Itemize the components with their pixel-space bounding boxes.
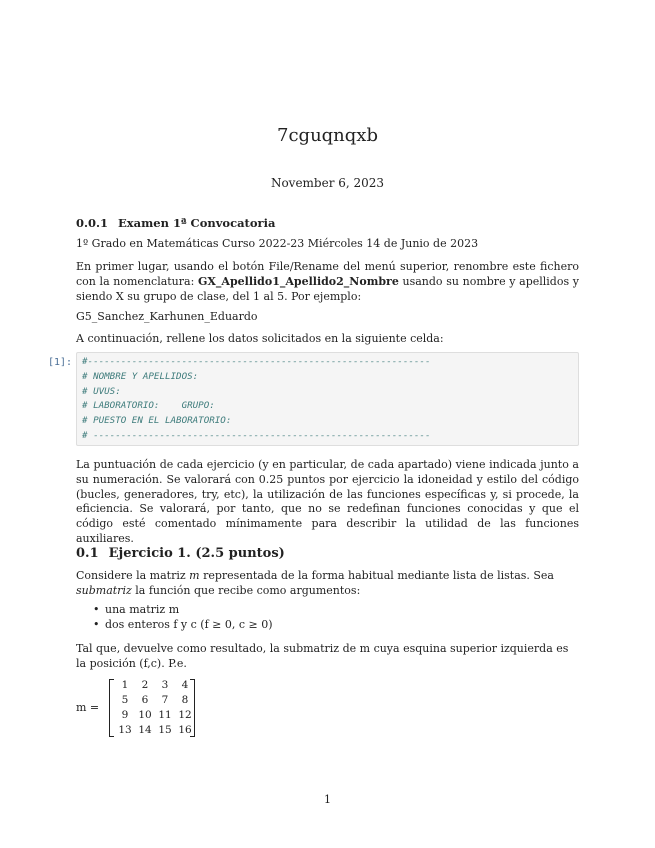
matrix-table — [115, 677, 195, 737]
list-item-text: dos enteros f y c (f ≥ 0, c ≥ 0) — [105, 618, 273, 631]
matrix-row — [115, 707, 195, 722]
left-bracket — [109, 679, 114, 737]
matrix-cell: 10 — [138, 708, 152, 721]
section-number: 0.1 — [76, 546, 99, 561]
fill-intro: A continuación, rellene los datos solicitados en la siguiente celda: — [76, 332, 444, 345]
list-item — [76, 617, 273, 632]
section-number: 0.0.1 — [76, 216, 109, 230]
rename-text-1: En primer lugar, usando el botón File/Rename del menú superior, renombre este fichero con la nomenclatura: — [76, 260, 579, 288]
ex1-intro-submatriz: submatriz — [76, 583, 132, 597]
matrix-cell: 4 — [181, 678, 189, 691]
matrix-cell: 15 — [158, 723, 172, 736]
matrix-cell: 3 — [161, 678, 169, 691]
result-paragraph: Tal que, devuelve como resultado, la submatriz de m cuya esquina superior izquierda es la posición (f,c). P.e. — [76, 642, 569, 670]
matrix-cell: 11 — [158, 708, 172, 721]
matrix-cell: 6 — [141, 693, 149, 706]
matrix-row — [115, 722, 195, 737]
section-title: Examen 1ª Convocatoria — [118, 216, 276, 230]
example-filename: G5_Sanchez_Karhunen_Eduardo — [76, 310, 258, 323]
matrix-cell: 9 — [121, 708, 129, 721]
matrix-row — [115, 677, 195, 692]
page-number: 1 — [324, 793, 331, 806]
ex1-intro-text-2: representada de la forma habitual mediante lista de listas. Sea — [199, 569, 554, 582]
rename-text-2: usando su nombre y apellidos y siendo X su grupo de clase, del 1 al 5. Por ejemplo: — [76, 274, 580, 303]
list-item — [76, 602, 273, 617]
matrix-row — [115, 692, 195, 707]
matrix-cell: 7 — [161, 693, 169, 706]
section-heading-exam — [76, 216, 275, 230]
matrix-label: m = — [76, 701, 100, 714]
code-cell[interactable] — [76, 352, 579, 446]
bullet-icon: • — [93, 618, 100, 631]
ex1-intro-text-1: Considere la matriz — [76, 569, 190, 582]
ex1-intro — [76, 569, 579, 599]
section-title: Ejercicio 1. (2.5 puntos) — [108, 546, 285, 561]
code-cell-prompt: [1]: — [48, 357, 73, 368]
matrix-cell: 13 — [118, 723, 132, 736]
matrix-cell: 16 — [178, 723, 192, 736]
ex1-intro-text-3: la función que recibe como argumentos: — [131, 583, 361, 597]
rename-pattern: GX_Apellido1_Apellido2_Nombre — [197, 274, 399, 288]
matrix-cell: 2 — [141, 678, 149, 691]
matrix-cell: 14 — [138, 723, 152, 736]
ex1-intro-m: m — [189, 569, 200, 582]
matrix-cell: 12 — [178, 708, 192, 721]
matrix-cell: 5 — [121, 693, 129, 706]
code-content[interactable]: #-------------------------------------------------------------- # NOMBRE Y APELLIDOS: # UVUS: # LABORATORIO: GRUPO: # PUESTO EN EL LABORATORIO: # ------------------------------------------------------------- — [82, 356, 431, 441]
matrix-cell: 1 — [121, 678, 129, 691]
document-title: 7cguqnqxb — [277, 125, 378, 146]
argument-list — [76, 602, 273, 632]
list-item-text: una matriz m — [105, 603, 180, 616]
matrix-cell: 8 — [181, 693, 189, 706]
course-line: 1º Grado en Matemáticas Curso 2022-23 Miércoles 14 de Junio de 2023 — [76, 237, 479, 250]
bullet-icon: • — [93, 603, 100, 616]
matrix — [109, 677, 195, 737]
scoring-paragraph: La puntuación de cada ejercicio (y en particular, de cada apartado) viene indicada junto a su numeración. Se valorará con 0.25 puntos por ejercicio la idoneidad y estilo del código (bucles, generadores, try, etc), la utilización de las funciones específicas y, si procede, la eficiencia. Se valorará, por tanto, que no se redefinan funciones conocidas y que el código esté comentado mínimamente para describir la utilidad de las funciones auxiliares. — [76, 458, 579, 545]
document-date: November 6, 2023 — [270, 176, 385, 190]
section-heading-ex1 — [76, 546, 285, 561]
rename-paragraph — [76, 260, 579, 304]
